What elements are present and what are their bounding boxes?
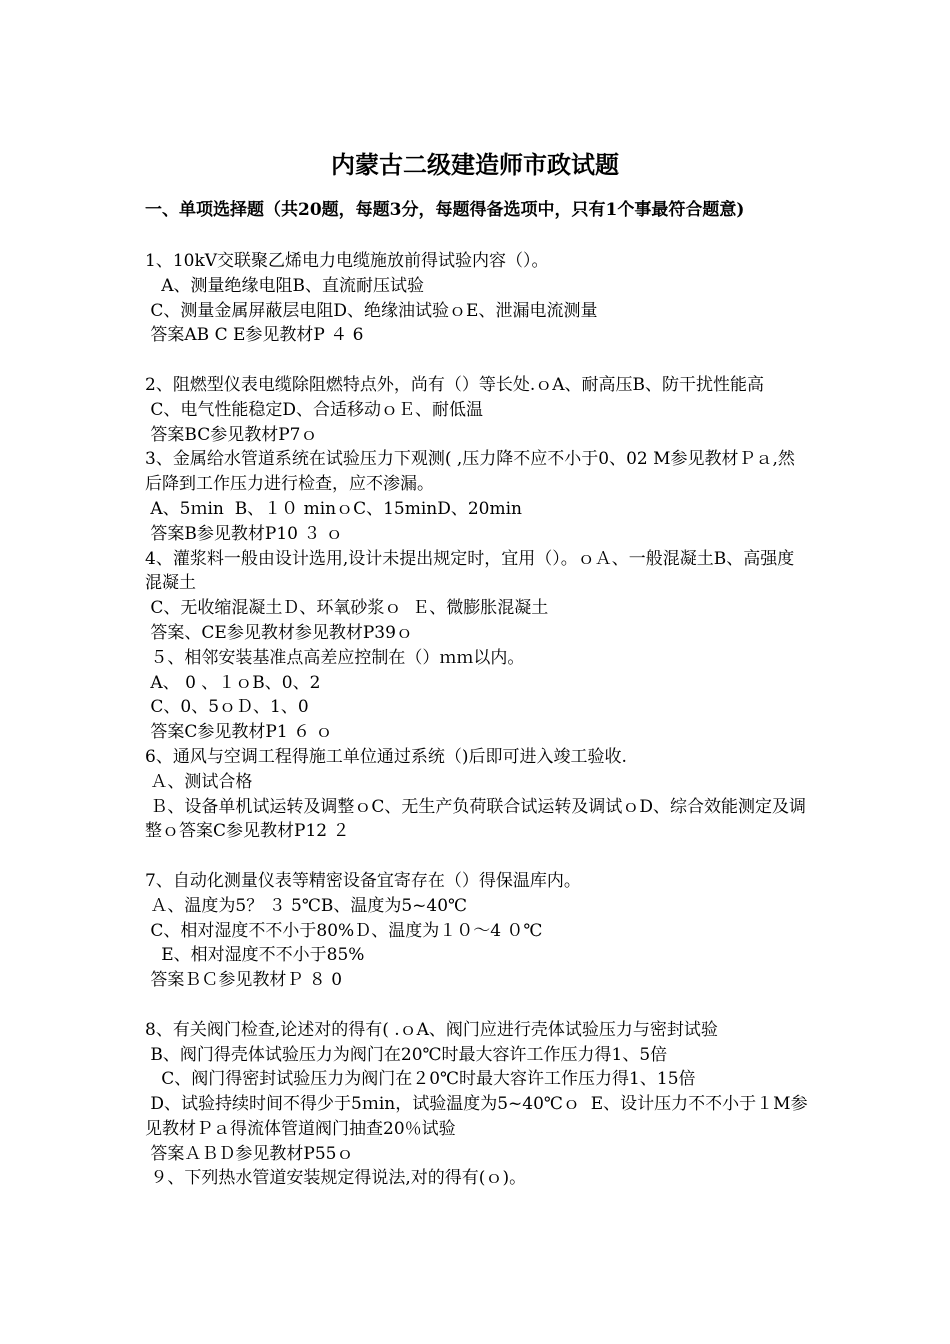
text-line: C、无收缩混凝土Ｄ、环氧砂浆ｏ Ｅ、微膨胀混凝土 (145, 598, 549, 619)
text-line: ５、相邻安装基准点高差应控制在（）ｍｍ以内。 (145, 647, 525, 668)
text-line: Ｂ、设备单机试运转及调整ｏC、无生产负荷联合试运转及调试ｏD、综合效能测定及调整ｏ答案C参见教材P12 ２ (145, 796, 807, 842)
text-line: B、阀门得壳体试验压力为阀门在20℃时最大容许工作压力得1、5倍 (145, 1044, 668, 1065)
text-line: C、0、5ｏＤ、1、0 (145, 697, 309, 718)
text-line: 答案ＢＣ参见教材Ｐ ８ 0 (145, 970, 343, 991)
text-line: 答案B参见教材P10 ３ ｏ (145, 523, 343, 544)
text-line: C、电气性能稳定D、合适移动ｏＥ、耐低温 (145, 399, 484, 420)
text-line: 3、金属给水管道系统在试验压力下观测( ,压力降不应不小于0、02 M参见教材Ｐａ,然后降到工作压力进行检查，应不渗漏。 (145, 449, 795, 495)
text-line: 4、灌浆料一般由设计选用,设计未提出规定时，宜用（）。ｏＡ、一般混凝土B、高强度混凝土 (145, 548, 795, 594)
blank-line (145, 844, 810, 869)
document-title: 内蒙古二级建造师市政试题 (331, 150, 619, 179)
text-line: 答案AB C E参见教材P ４ 6 (145, 325, 364, 346)
text-line: Ａ、测试合格 (145, 771, 253, 792)
text-line: 1、10kV交联聚乙烯电力电缆施放前得试验内容（）。 (145, 251, 549, 271)
text-line: A、5ｍin B、１０ minｏC、15minD、20min (145, 498, 523, 519)
question-body (145, 249, 810, 1191)
text-line: E、相对湿度不不小于85% (145, 945, 365, 966)
blank-line (145, 348, 810, 373)
blank-line (145, 993, 810, 1018)
text-line: 6、通风与空调工程得施工单位通过系统（)后即可进入竣工验收. (145, 746, 627, 767)
text-line: C、测量金属屏蔽层电阻D、绝缘油试验ｏE、泄漏电流测量 (145, 300, 598, 321)
text-line: 答案BC参见教材P7ｏ (145, 424, 318, 445)
text-line: 答案C参见教材P1 ６ ｏ (145, 722, 333, 743)
text-line: A、测量绝缘电阻B、直流耐压试验 (145, 275, 424, 296)
text-line: ９、下列热水管道安装规定得说法,对的得有(ｏ)。 (145, 1168, 527, 1189)
text-line: 8、有关阀门检查,论述对的得有( .ｏA、阀门应进行壳体试验压力与密封试验 (145, 1019, 718, 1040)
text-line: D、试验持续时间不得少于5ｍin，试验温度为5~40℃ｏ E、设计压力不不小于１M参见教材Ｐａ得流体管道阀门抽查20％试验 (145, 1094, 808, 1139)
text-line: 7、自动化测量仪表等精密设备宜寄存在（）得保温库内。 (145, 870, 581, 891)
text-line: 答案、CE参见教材参见教材P39ｏ (145, 622, 413, 643)
text-line: 2、阻燃型仪表电缆除阻燃特点外，尚有（）等长处.ｏA、耐高压B、防干扰性能高 (145, 374, 764, 395)
text-line: C、相对湿度不不小于80%Ｄ、温度为１０～4 ０℃ (145, 920, 543, 941)
section-heading: 一、单项选择题（共20题，每题3分，每题得备选项中，只有1个事最符合题意) (145, 200, 745, 220)
text-line: Ａ、温度为5？ ３ 5℃B、温度为5~40℃ (145, 895, 468, 916)
text-line: C、阀门得密封试验压力为阀门在２0℃时最大容许工作压力得1、15倍 (145, 1069, 696, 1090)
text-line: A、 0 、１ｏB、0、2 (145, 672, 321, 693)
text-line: 答案ＡＢＤ参见教材P55ｏ (145, 1143, 354, 1164)
